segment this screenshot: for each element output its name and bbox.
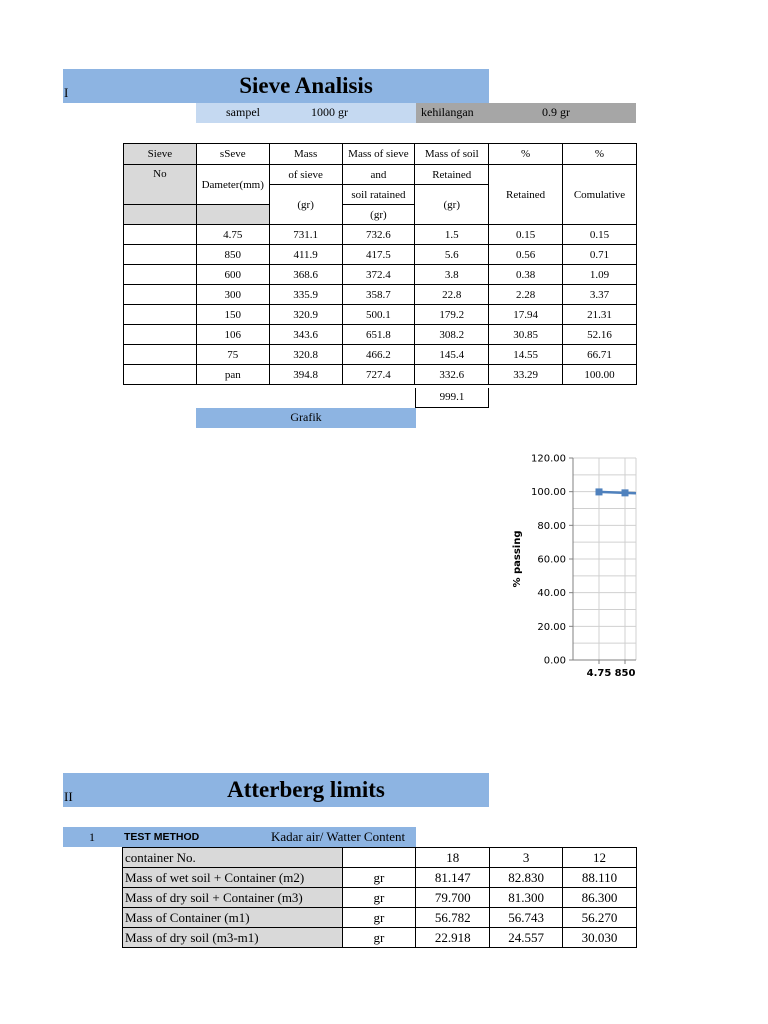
cell-retained: 0.56 (489, 245, 563, 265)
table-row (124, 345, 637, 365)
cell-cumulative: 0.71 (563, 245, 637, 265)
header-gr-3: (gr) (415, 185, 489, 225)
cell-mass-sieve: 368.6 (269, 265, 342, 285)
cell-unit: gr (342, 868, 416, 888)
header-mass-soil: Mass of soil (415, 144, 489, 165)
header-and: and (342, 165, 415, 185)
cell-no (124, 245, 197, 265)
cell-no (124, 325, 197, 345)
cell-mass-sieve: 320.9 (269, 305, 342, 325)
cell-v1: 79.700 (416, 888, 490, 908)
cell-mass-sieve: 335.9 (269, 285, 342, 305)
table-row (124, 325, 637, 345)
cell-mass-sieve: 411.9 (269, 245, 342, 265)
header-sieve: Sieve (124, 144, 197, 165)
cell-cumulative: 66.71 (563, 345, 637, 365)
table-row (124, 265, 637, 285)
cell-label: Mass of dry soil + Container (m3) (123, 888, 343, 908)
loss-label: kehilangan (421, 105, 474, 119)
header-diameter: Dameter(mm) (196, 165, 269, 205)
cell-no (124, 345, 197, 365)
cell-cumulative: 0.15 (563, 225, 637, 245)
data-point (622, 489, 629, 496)
cell-cumulative: 52.16 (563, 325, 637, 345)
table-row (123, 868, 637, 888)
cell-mass-sieve-soil: 372.4 (342, 265, 415, 285)
y-tick-label: 0.00 (543, 655, 566, 667)
cell-v2: 3 (490, 848, 563, 868)
y-tick-label: 80.00 (537, 520, 566, 532)
cell-mass-soil: 179.2 (415, 305, 489, 325)
cell-mass-sieve-soil: 727.4 (342, 365, 415, 385)
cell-mass-sieve-soil: 651.8 (342, 325, 415, 345)
series-line (599, 492, 636, 493)
y-tick-label: 60.00 (537, 554, 566, 566)
method-label: TEST METHOD (124, 831, 200, 843)
cell-retained: 0.38 (489, 265, 563, 285)
cell-retained: 33.29 (489, 365, 563, 385)
cell-mass-soil: 332.6 (415, 365, 489, 385)
header-blank-1 (124, 205, 197, 225)
cell-retained: 30.85 (489, 325, 563, 345)
cell-mass-soil: 308.2 (415, 325, 489, 345)
cell-mass-sieve-soil: 732.6 (342, 225, 415, 245)
table-row (123, 928, 637, 948)
cell-retained: 17.94 (489, 305, 563, 325)
grafik-label: Grafik (290, 410, 322, 424)
cell-v2: 81.300 (490, 888, 563, 908)
cell-dia: 75 (196, 345, 269, 365)
cell-no (124, 265, 197, 285)
y-tick-label: 20.00 (537, 621, 566, 633)
loss-value: 0.9 gr (542, 105, 570, 119)
header-blank-2 (196, 205, 269, 225)
cell-v1: 81.147 (416, 868, 490, 888)
cell-cumulative: 100.00 (563, 365, 637, 385)
x-tick-label: 4.75 (586, 668, 612, 679)
header-mass: Mass (269, 144, 342, 165)
cell-dia: 600 (196, 265, 269, 285)
cell-v3: 88.110 (563, 868, 637, 888)
table-row (123, 888, 637, 908)
section2-numeral: II (64, 789, 73, 804)
header-gr-1: (gr) (269, 185, 342, 225)
cell-dia: pan (196, 365, 269, 385)
cell-retained: 2.28 (489, 285, 563, 305)
cell-v2: 56.743 (490, 908, 563, 928)
total-mass-value: 999.1 (439, 391, 465, 403)
cell-v3: 30.030 (563, 928, 637, 948)
header-no: No (124, 165, 197, 205)
cell-dia: 300 (196, 285, 269, 305)
cell-v3: 86.300 (563, 888, 637, 908)
cell-mass-sieve: 320.8 (269, 345, 342, 365)
cell-no (124, 285, 197, 305)
x-tick-label: 850 (614, 668, 636, 679)
water-content-table (122, 847, 637, 948)
total-mass-cell (415, 388, 489, 408)
table-row (123, 908, 637, 928)
header-cumulative: Comulative (563, 165, 637, 225)
cell-v1: 22.918 (416, 928, 490, 948)
table-row (124, 245, 637, 265)
header-retained: Retained (489, 165, 563, 225)
cell-v1: 56.782 (416, 908, 490, 928)
header-pct-1: % (489, 144, 563, 165)
cell-v3: 56.270 (563, 908, 637, 928)
method-number: 1 (89, 830, 95, 844)
table-row (124, 285, 637, 305)
cell-mass-sieve-soil: 466.2 (342, 345, 415, 365)
cell-mass-soil: 3.8 (415, 265, 489, 285)
section2-title: Atterberg limits (227, 777, 385, 802)
cell-v3: 12 (563, 848, 637, 868)
passing-chart (500, 448, 650, 698)
cell-mass-sieve: 343.6 (269, 325, 342, 345)
cell-mass-soil: 5.6 (415, 245, 489, 265)
cell-v1: 18 (416, 848, 490, 868)
y-tick-label: 40.00 (537, 588, 566, 600)
cell-retained: 0.15 (489, 225, 563, 245)
cell-mass-soil: 22.8 (415, 285, 489, 305)
cell-dia: 150 (196, 305, 269, 325)
cell-cumulative: 21.31 (563, 305, 637, 325)
cell-v2: 24.557 (490, 928, 563, 948)
cell-dia: 4.75 (196, 225, 269, 245)
cell-dia: 106 (196, 325, 269, 345)
header-of-sieve: of sieve (269, 165, 342, 185)
cell-cumulative: 1.09 (563, 265, 637, 285)
cell-label: Mass of Container (m1) (123, 908, 343, 928)
cell-no (124, 305, 197, 325)
cell-unit (342, 848, 416, 868)
cell-no (124, 225, 197, 245)
sieve-table (123, 143, 637, 385)
cell-cumulative: 3.37 (563, 285, 637, 305)
cell-unit: gr (342, 928, 416, 948)
table-row (124, 225, 637, 245)
cell-retained: 14.55 (489, 345, 563, 365)
cell-mass-sieve-soil: 500.1 (342, 305, 415, 325)
table-row (123, 848, 637, 868)
section1-title: Sieve Analisis (239, 73, 373, 98)
cell-mass-sieve-soil: 417.5 (342, 245, 415, 265)
method-value: Kadar air/ Watter Content (271, 829, 406, 844)
header-retained-label: Retained (415, 165, 489, 185)
cell-label: Mass of wet soil + Container (m2) (123, 868, 343, 888)
table-row (124, 365, 637, 385)
cell-no (124, 365, 197, 385)
sample-label: sampel (226, 105, 260, 119)
data-point (596, 488, 603, 495)
cell-unit: gr (342, 888, 416, 908)
cell-mass-sieve: 731.1 (269, 225, 342, 245)
sample-value: 1000 gr (311, 105, 348, 119)
cell-v2: 82.830 (490, 868, 563, 888)
cell-label: Mass of dry soil (m3-m1) (123, 928, 343, 948)
cell-unit: gr (342, 908, 416, 928)
cell-mass-sieve-soil: 358.7 (342, 285, 415, 305)
y-tick-label: 100.00 (531, 487, 566, 499)
cell-dia: 850 (196, 245, 269, 265)
table-row (124, 305, 637, 325)
header-mass-sieve-soil: Mass of sieve (342, 144, 415, 165)
header-sseve: sSeve (196, 144, 269, 165)
section1-numeral: I (64, 85, 69, 100)
cell-mass-soil: 1.5 (415, 225, 489, 245)
y-tick-label: 120.00 (531, 453, 566, 465)
header-gr-2: (gr) (342, 205, 415, 225)
cell-mass-sieve: 394.8 (269, 365, 342, 385)
cell-label: container No. (123, 848, 343, 868)
cell-mass-soil: 145.4 (415, 345, 489, 365)
header-pct-2: % (563, 144, 637, 165)
y-axis-title: % passing (512, 530, 523, 588)
header-soil-retained: soil ratained (342, 185, 415, 205)
